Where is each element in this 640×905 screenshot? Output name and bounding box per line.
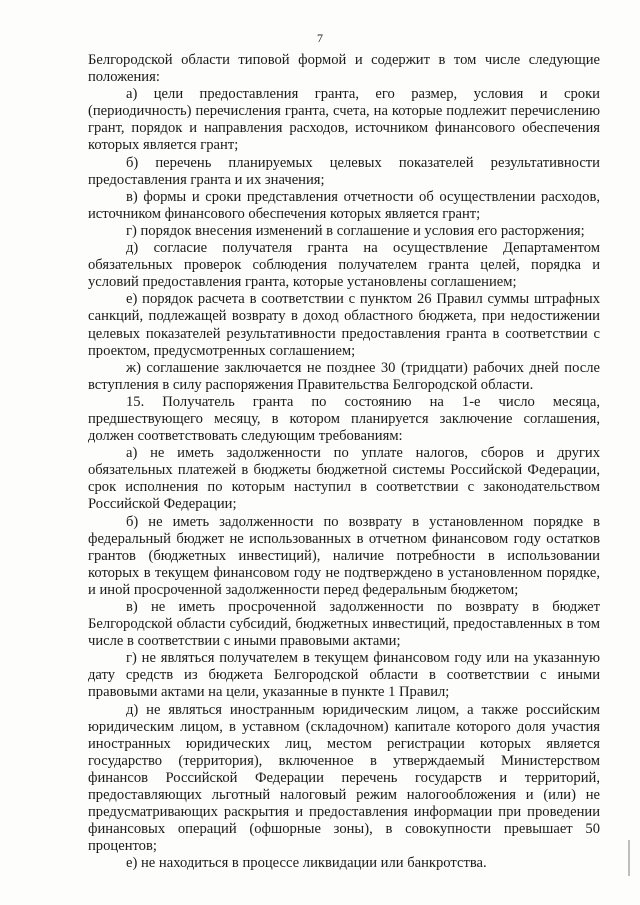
paragraph-req-v: в) не иметь просроченной задолженности по возврату в бюджет Белгородской области субсидий, бюджетных инвестиций, предоставленных в том числе в соответствии с иными правовыми актами; <box>88 599 600 650</box>
paragraph-item-b: б) перечень планируемых целевых показателей результативности предоставления гранта и их значения; <box>88 154 600 188</box>
page-number: 7 <box>317 31 323 45</box>
paragraph-item-e: е) порядок расчета в соответствии с пунктом 26 Правил суммы штрафных санкций, подлежащей возврату в доход областного бюджета, при недостижении целевых показателей результативности предоставления гранта в соответствии с проектом, предусмотренных соглашением; <box>88 291 600 359</box>
paragraph-item-v: в) формы и сроки представления отчетности об осуществлении расходов, источником финансового обеспечения которых является грант; <box>88 188 600 222</box>
paragraph-req-g: г) не являться получателем в текущем финансовом году или на указанную дату средств из бюджета Белгородской области в соответствии с иными правовыми актами на цели, указанные в пункте 1 Правил; <box>88 650 600 701</box>
paragraph-item-g: г) порядок внесения изменений в соглашение и условия его расторжения; <box>126 222 585 239</box>
paragraph-item-zh: ж) соглашение заключается не позднее 30 (тридцати) рабочих дней после вступления в силу распоряжения Правительства Белгородской области. <box>88 359 600 393</box>
paragraph-intro-continuation: Белгородской области типовой формой и содержит в том числе следующие положения: <box>88 52 600 86</box>
document-body <box>88 52 600 873</box>
paragraph-item-d: д) согласие получателя гранта на осуществление Департаментом обязательных проверок соблюдения получателем гранта целей, порядка и условий предоставления гранта, которые установлены соглашением; <box>88 240 600 291</box>
paragraph-req-e: е) не находиться в процессе ликвидации или банкротства. <box>126 855 487 872</box>
paragraph-req-a: а) не иметь задолженности по уплате налогов, сборов и других обязательных платежей в бюджеты бюджетной системы Российской Федерации, срок исполнения по которым наступил в соответствии с законодательством Российской Федерации; <box>88 445 600 513</box>
scan-edge-mark <box>628 840 630 876</box>
paragraph-req-d: д) не являться иностранным юридическим лицом, а также российским юридическим лицом, в уставном (складочном) капитале которого доля участия иностранных юридических лиц, местом регистрации которых является государство (территория), включенное в утверждаемый Министерством финансов Российской Федерации перечень государств и территорий, предоставляющих льготный налоговый режим налогообложения и (или) не предусматривающих раскрытия и предоставления информации при проведении финансовых операций (офшорные зоны), в совокупности превышает 50 процентов; <box>88 701 600 855</box>
paragraph-item-a: а) цели предоставления гранта, его размер, условия и сроки (периодичность) перечисления гранта, счета, на которые подлежит перечислению грант, порядок и направления расходов, источником финансового обеспечения которых является грант; <box>88 86 600 154</box>
paragraph-section-15: 15. Получатель гранта по состоянию на 1-е число месяца, предшествующего месяцу, в котором планируется заключение соглашения, должен соответствовать следующим требованиям: <box>88 393 600 445</box>
paragraph-req-b: б) не иметь задолженности по возврату в установленном порядке в федеральный бюджет не использованных в отчетном финансовом году остатков грантов (бюджетных инвестиций), наличие потребности в использовании которых в текущем финансовом году не подтверждено в установленном порядке, и иной просроченной задолженности перед федеральным бюджетом; <box>88 513 600 598</box>
